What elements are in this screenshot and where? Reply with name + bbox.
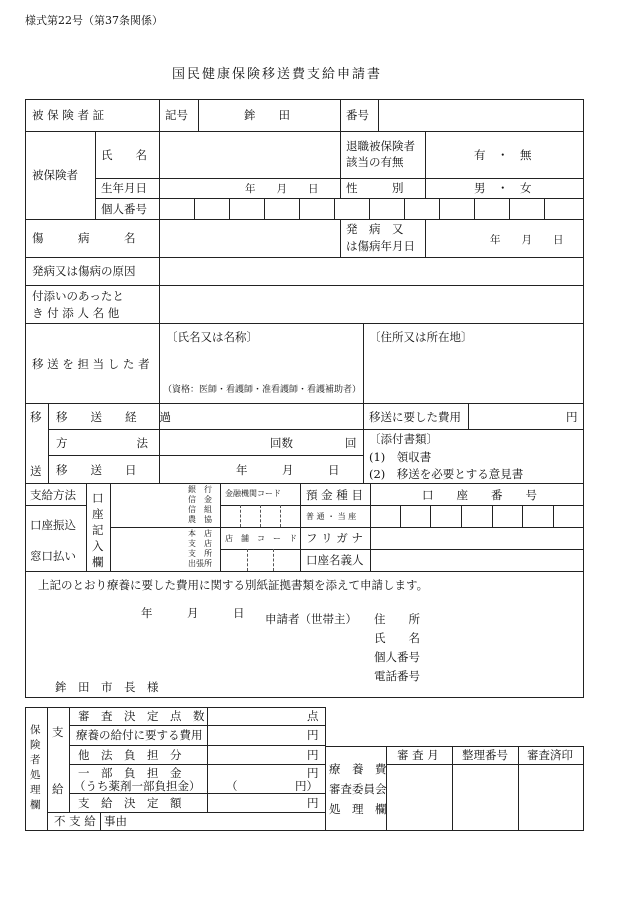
cost-unit: 円	[566, 410, 578, 424]
office-side-5: 理	[30, 784, 41, 796]
branch-type-2[interactable]: 支 店	[188, 539, 212, 548]
onset-label-2: は傷病年月日	[346, 239, 415, 253]
mayor-address: 鉾 田 市 長 様	[55, 680, 159, 694]
retired-options[interactable]: 有 ・ 無	[474, 148, 532, 162]
applicant-tel: 電話番号	[374, 669, 420, 683]
name-label: 氏 名	[101, 148, 147, 162]
office-side-4: 処	[30, 769, 41, 781]
cause-label: 発病又は傷病の原因	[32, 264, 136, 278]
office-row-2-unit: 円	[307, 728, 319, 742]
personal-no-label: 個人番号	[101, 202, 147, 216]
office-row-5: （うち薬剤一部負担金）	[74, 779, 201, 793]
count-label: 回数	[270, 436, 293, 450]
transport-side-1: 移	[30, 410, 42, 424]
pay-side-2: 給	[52, 782, 64, 796]
retired-label-2: 該当の有無	[346, 155, 404, 169]
pay-side-1: 支	[52, 725, 64, 739]
cost-label: 移送に要した費用	[369, 410, 461, 424]
attach-label: 〔添付書類〕	[369, 432, 438, 446]
disease-field[interactable]	[160, 220, 339, 256]
transport-side-2: 送	[30, 464, 42, 478]
account-col-5: 欄	[92, 555, 104, 569]
declaration-date[interactable]: 年 月 日	[141, 606, 245, 620]
deposit-options[interactable]: 普 通 ・ 当 座	[306, 512, 357, 521]
committee-label-3: 処 理 欄	[329, 802, 387, 816]
date-label: 移 送 日	[56, 463, 137, 477]
sex-label: 性 別	[346, 181, 404, 195]
branch-type-4[interactable]: 出張所	[188, 559, 212, 568]
bank-type-4[interactable]: 農 協	[188, 515, 212, 524]
office-paren-open: （	[226, 779, 238, 793]
name-field[interactable]	[160, 132, 339, 177]
reason-label: 事由	[104, 814, 127, 828]
office-row-3: 他 法 負 担 分	[78, 748, 182, 762]
attendant-label-2: き 付 添 人 名 他	[32, 306, 120, 320]
office-row-3-unit: 円	[307, 748, 319, 762]
applicant-label: 申請者（世帯主）	[265, 612, 357, 626]
office-side-6: 欄	[30, 799, 41, 811]
symbol-value: 鉾 田	[244, 108, 290, 122]
form-title: 国民健康保険移送費支給申請書	[172, 67, 383, 82]
office-row-4: 一 部 負 担 金	[78, 766, 182, 780]
office-row-5-unit: 円）	[295, 779, 318, 793]
birth-label: 生年月日	[101, 181, 147, 195]
carrier-qualification: （資格：医師・看護師・准看護師・看護補助者）	[163, 385, 362, 395]
birth-value[interactable]: 年 月 日	[245, 183, 319, 195]
office-side-3: 者	[30, 754, 41, 766]
route-label: 移 送 経 過	[56, 410, 171, 424]
review-seal-label: 審査済印	[527, 748, 573, 762]
disease-label: 傷 病 名	[32, 231, 136, 245]
office-row-1: 審 査 決 定 点 数	[78, 709, 205, 723]
attach-item-2: (2) 移送を必要とする意見書	[369, 467, 524, 481]
account-col-1: 口	[92, 491, 104, 505]
payment-transfer[interactable]: 口座振込	[30, 518, 76, 532]
bank-type-2[interactable]: 信 金	[188, 495, 212, 504]
office-side-1: 保	[30, 724, 41, 736]
deposit-type-label: 預 金 種 目	[306, 488, 363, 502]
route-field[interactable]	[160, 404, 362, 428]
applicant-pno: 個人番号	[374, 650, 420, 664]
non-pay-label: 不 支 給	[54, 814, 96, 828]
number-field[interactable]	[379, 100, 582, 130]
holder-field[interactable]	[371, 550, 582, 570]
method-label: 方 法	[56, 436, 148, 450]
attach-item-1: (1) 領収書	[369, 450, 432, 464]
carrier-name-label: 〔氏名又は名称〕	[166, 330, 258, 344]
payment-method-label: 支給方法	[30, 488, 76, 502]
branch-code-label: 店 舗 コ ー ド	[225, 534, 297, 543]
carrier-label: 移 送 を 担 当 し た 者	[32, 357, 150, 371]
onset-label-1: 発 病 又	[346, 222, 404, 236]
ref-no-label: 整理番号	[462, 748, 508, 762]
date-value[interactable]: 年 月 日	[236, 463, 340, 477]
office-row-1-unit: 点	[307, 709, 319, 723]
onset-value[interactable]: 年 月 日	[490, 234, 564, 246]
applicant-name: 氏 名	[374, 631, 420, 645]
payment-window[interactable]: 窓口払い	[30, 549, 76, 563]
insured-label: 被保険者	[32, 168, 78, 182]
account-col-3: 記	[92, 523, 104, 537]
furigana-label: フ リ ガ ナ	[306, 531, 363, 545]
insured-cert-label: 被 保 険 者 証	[32, 108, 105, 122]
attendant-label-1: 付添いのあったと	[32, 289, 124, 303]
committee-label-1: 療 養 費	[329, 762, 387, 776]
account-col-2: 座	[92, 507, 104, 521]
symbol-label: 記号	[165, 108, 188, 122]
applicant-address: 住 所	[374, 612, 420, 626]
attendant-field[interactable]	[160, 286, 582, 322]
office-row-2: 療養の給付に要する費用	[76, 728, 203, 742]
number-label: 番号	[346, 108, 369, 122]
sex-options[interactable]: 男 ・ 女	[474, 181, 532, 195]
branch-type-3[interactable]: 支 所	[188, 549, 212, 558]
form-number: 様式第22号（第37条関係）	[25, 14, 163, 27]
committee-label-2: 審査委員会	[329, 782, 387, 796]
bank-type-1[interactable]: 銀 行	[188, 485, 212, 494]
cause-field[interactable]	[160, 258, 582, 284]
furigana-field[interactable]	[371, 528, 582, 548]
account-col-4: 入	[92, 539, 104, 553]
office-side-2: 険	[30, 739, 41, 751]
bank-type-3[interactable]: 信 組	[188, 505, 212, 514]
branch-type-1[interactable]: 本 店	[188, 529, 212, 538]
carrier-address-label: 〔住所又は所在地〕	[369, 330, 473, 344]
holder-label: 口座名義人	[306, 553, 364, 567]
office-row-6-unit: 円	[307, 796, 319, 810]
review-month-label: 審 査 月	[397, 748, 439, 762]
symbol-field[interactable]	[199, 100, 339, 130]
count-unit: 回	[345, 436, 357, 450]
retired-label-1: 退職被保険者	[346, 139, 415, 153]
fi-code-label: 金融機関コード	[225, 489, 281, 498]
declaration-text: 上記のとおり療養に要した費用に関する別紙証拠書類を添えて申請します。	[38, 578, 429, 592]
account-no-label: 口 座 番 号	[422, 488, 537, 502]
office-row-6: 支 給 決 定 額	[78, 796, 182, 810]
office-row-4-unit: 円	[307, 766, 319, 780]
